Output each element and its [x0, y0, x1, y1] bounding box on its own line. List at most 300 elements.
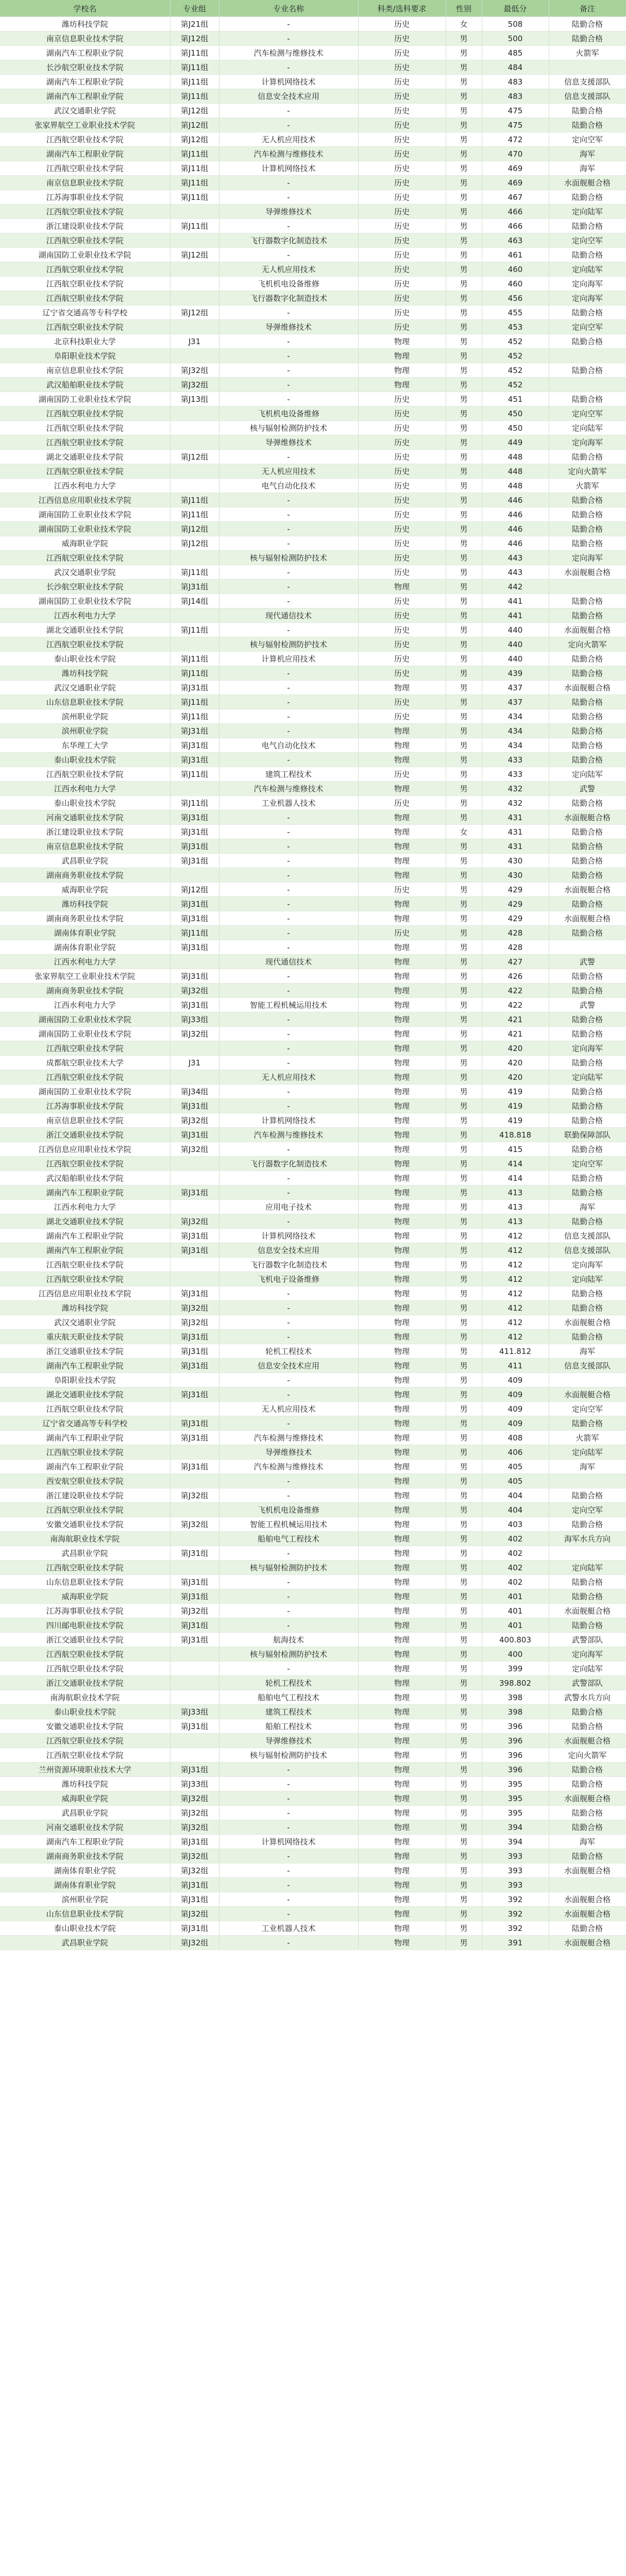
cell-major: 飞行器数字化制造技术	[219, 291, 358, 306]
cell-note: 定向陆军	[549, 1445, 626, 1460]
cell-major: 导弹维修技术	[219, 1734, 358, 1748]
cell-major: 导弹维修技术	[219, 1445, 358, 1460]
cell-major: -	[219, 1099, 358, 1113]
cell-group: 第J31组	[170, 911, 219, 926]
cell-school: 江西信息应用职业技术学院	[0, 1142, 170, 1157]
cell-note: 陆勤合格	[549, 118, 626, 132]
cell-gender: 男	[446, 1359, 482, 1373]
table-row	[0, 1315, 626, 1330]
cell-note: 信息支援部队	[549, 1229, 626, 1243]
cell-group: 第J12组	[170, 104, 219, 118]
cell-min-score: 429	[482, 911, 549, 926]
cell-subject: 历史	[358, 623, 446, 637]
cell-min-score: 442	[482, 580, 549, 594]
cell-subject: 历史	[358, 796, 446, 810]
table-row	[0, 1402, 626, 1416]
cell-group	[170, 1041, 219, 1056]
cell-subject: 物理	[358, 1791, 446, 1806]
table-row	[0, 565, 626, 580]
cell-group: 第J32组	[170, 984, 219, 998]
table-row	[0, 1214, 626, 1229]
cell-gender: 男	[446, 392, 482, 406]
cell-gender: 男	[446, 969, 482, 984]
cell-subject: 物理	[358, 1705, 446, 1719]
cell-group: J31	[170, 334, 219, 349]
cell-group	[170, 1532, 219, 1546]
cell-school: 江西航空职业技术学院	[0, 1258, 170, 1272]
cell-subject: 物理	[358, 1185, 446, 1200]
cell-gender: 男	[446, 1402, 482, 1416]
cell-school: 武汉交通职业学院	[0, 681, 170, 695]
cell-subject: 物理	[358, 1084, 446, 1099]
cell-gender: 男	[446, 681, 482, 695]
cell-school: 江西航空职业技术学院	[0, 205, 170, 219]
cell-major: 信息安全技术应用	[219, 89, 358, 104]
cell-note: 陆勤合格	[549, 854, 626, 868]
cell-major: -	[219, 594, 358, 608]
header-major: 专业名称	[219, 0, 358, 17]
cell-school: 张家界航空工业职业技术学院	[0, 969, 170, 984]
cell-major: -	[219, 1185, 358, 1200]
cell-major: -	[219, 854, 358, 868]
cell-major: -	[219, 507, 358, 522]
table-row	[0, 1748, 626, 1762]
cell-subject: 物理	[358, 349, 446, 363]
cell-group	[170, 868, 219, 883]
cell-major: 无人机应用技术	[219, 1070, 358, 1084]
cell-min-score: 434	[482, 709, 549, 724]
cell-school: 江西航空职业技术学院	[0, 1647, 170, 1662]
cell-gender: 男	[446, 1589, 482, 1604]
cell-subject: 历史	[358, 565, 446, 580]
cell-gender: 男	[446, 1561, 482, 1575]
cell-group	[170, 1503, 219, 1517]
table-body	[0, 17, 626, 1950]
cell-subject: 物理	[358, 378, 446, 392]
cell-major: -	[219, 17, 358, 31]
cell-note: 定向空军	[549, 132, 626, 147]
cell-note: 陆勤合格	[549, 1286, 626, 1301]
cell-major: 飞行器数字化制造技术	[219, 1258, 358, 1272]
cell-note: 陆勤合格	[549, 1012, 626, 1027]
cell-school: 浙江交通职业技术学院	[0, 1128, 170, 1142]
cell-note: 信息支援部队	[549, 1243, 626, 1258]
table-row	[0, 1604, 626, 1618]
cell-note: 联勤保障部队	[549, 1128, 626, 1142]
cell-min-score: 405	[482, 1474, 549, 1488]
cell-note: 陆勤合格	[549, 738, 626, 753]
cell-note: 陆勤合格	[549, 219, 626, 233]
cell-subject: 物理	[358, 1820, 446, 1835]
table-row	[0, 132, 626, 147]
cell-note: 海军水兵方向	[549, 1532, 626, 1546]
cell-school: 湖南体育职业学院	[0, 940, 170, 955]
cell-school: 武昌职业学院	[0, 854, 170, 868]
cell-gender: 女	[446, 17, 482, 31]
cell-subject: 物理	[358, 1200, 446, 1214]
cell-subject: 历史	[358, 17, 446, 31]
cell-min-score: 396	[482, 1748, 549, 1762]
table-row	[0, 104, 626, 118]
table-row	[0, 1416, 626, 1431]
cell-school: 阜阳职业技术学院	[0, 1373, 170, 1387]
cell-subject: 物理	[358, 1402, 446, 1416]
cell-school: 湖南国防工业职业技术学院	[0, 1027, 170, 1041]
cell-school: 浙江交通职业技术学院	[0, 1344, 170, 1359]
cell-major: -	[219, 1863, 358, 1878]
cell-subject: 物理	[358, 580, 446, 594]
cell-major: 无人机应用技术	[219, 464, 358, 479]
cell-school: 重庆航天职业技术学院	[0, 1330, 170, 1344]
cell-school: 山东信息职业技术学院	[0, 695, 170, 709]
cell-subject: 历史	[358, 551, 446, 565]
table-row	[0, 435, 626, 450]
cell-school: 辽宁省交通高等专科学校	[0, 306, 170, 320]
cell-subject: 物理	[358, 911, 446, 926]
cell-min-score: 412	[482, 1243, 549, 1258]
cell-min-score: 484	[482, 60, 549, 75]
cell-subject: 物理	[358, 1892, 446, 1907]
cell-gender: 男	[446, 580, 482, 594]
cell-note: 陆勤合格	[549, 897, 626, 911]
cell-min-score: 395	[482, 1791, 549, 1806]
cell-school: 江西航空职业技术学院	[0, 233, 170, 248]
cell-school: 长沙航空职业技术学院	[0, 60, 170, 75]
cell-note: 陆勤合格	[549, 825, 626, 839]
cell-school: 江西航空职业技术学院	[0, 464, 170, 479]
cell-group: 第J31组	[170, 1618, 219, 1633]
table-row	[0, 31, 626, 46]
cell-gender: 男	[446, 464, 482, 479]
cell-note: 陆勤合格	[549, 507, 626, 522]
cell-gender: 男	[446, 1503, 482, 1517]
cell-gender: 男	[446, 1791, 482, 1806]
table-row	[0, 637, 626, 652]
cell-subject: 物理	[358, 1488, 446, 1503]
cell-school: 湖南汽车工程职业学院	[0, 46, 170, 60]
cell-subject: 物理	[358, 1243, 446, 1258]
cell-major: -	[219, 349, 358, 363]
cell-group	[170, 1647, 219, 1662]
cell-note: 水面舰艇合格	[549, 623, 626, 637]
table-row	[0, 1546, 626, 1561]
cell-note: 陆勤合格	[549, 1921, 626, 1936]
cell-group: 第J31组	[170, 1633, 219, 1647]
cell-min-score: 396	[482, 1762, 549, 1777]
cell-gender: 男	[446, 233, 482, 248]
cell-group: 第J11组	[170, 161, 219, 176]
cell-gender: 男	[446, 1705, 482, 1719]
cell-school: 江西航空职业技术学院	[0, 161, 170, 176]
cell-min-score: 452	[482, 363, 549, 378]
cell-group	[170, 1402, 219, 1416]
table-row	[0, 17, 626, 31]
cell-min-score: 422	[482, 984, 549, 998]
cell-gender: 男	[446, 334, 482, 349]
table-row	[0, 825, 626, 839]
cell-subject: 物理	[358, 1517, 446, 1532]
cell-group: 第J31组	[170, 1460, 219, 1474]
cell-min-score: 420	[482, 1041, 549, 1056]
cell-major: -	[219, 666, 358, 681]
cell-note: 定向海军	[549, 291, 626, 306]
cell-min-score: 391	[482, 1936, 549, 1950]
cell-min-score: 446	[482, 536, 549, 551]
cell-major: 导弹维修技术	[219, 320, 358, 334]
table-row	[0, 306, 626, 320]
cell-group: 第J32组	[170, 363, 219, 378]
cell-gender: 男	[446, 1272, 482, 1286]
table-row	[0, 1142, 626, 1157]
cell-gender: 男	[446, 132, 482, 147]
cell-major: 飞机机电设备维修	[219, 277, 358, 291]
cell-school: 武汉船舶职业技术学院	[0, 1171, 170, 1185]
cell-subject: 历史	[358, 277, 446, 291]
cell-note: 定向海军	[549, 277, 626, 291]
cell-note: 陆勤合格	[549, 796, 626, 810]
cell-min-score: 472	[482, 132, 549, 147]
cell-gender: 男	[446, 1099, 482, 1113]
cell-major: -	[219, 883, 358, 897]
cell-subject: 历史	[358, 536, 446, 551]
cell-min-score: 418.818	[482, 1128, 549, 1142]
cell-subject: 物理	[358, 363, 446, 378]
cell-subject: 物理	[358, 724, 446, 738]
table-row	[0, 1863, 626, 1878]
cell-min-score: 413	[482, 1214, 549, 1229]
cell-note	[549, 1878, 626, 1892]
cell-group	[170, 349, 219, 363]
cell-min-score: 433	[482, 767, 549, 782]
table-row	[0, 334, 626, 349]
cell-note: 陆勤合格	[549, 1416, 626, 1431]
table-row	[0, 176, 626, 190]
cell-major: 汽车检测与维修技术	[219, 1460, 358, 1474]
cell-note: 陆勤合格	[549, 1027, 626, 1041]
cell-school: 南京信息职业技术学院	[0, 1113, 170, 1128]
cell-gender: 男	[446, 854, 482, 868]
cell-note: 定向空军	[549, 1402, 626, 1416]
table-row	[0, 291, 626, 306]
cell-group: 第J31组	[170, 1387, 219, 1402]
cell-group: 第J31组	[170, 1416, 219, 1431]
table-row	[0, 1012, 626, 1027]
cell-min-score: 483	[482, 89, 549, 104]
cell-subject: 历史	[358, 522, 446, 536]
cell-subject: 历史	[358, 435, 446, 450]
table-row	[0, 594, 626, 608]
cell-gender: 男	[446, 1863, 482, 1878]
cell-gender: 男	[446, 378, 482, 392]
cell-note: 定向海军	[549, 1258, 626, 1272]
cell-group: 第J32组	[170, 1806, 219, 1820]
cell-subject: 物理	[358, 1878, 446, 1892]
cell-note	[549, 1373, 626, 1387]
cell-group: 第J11组	[170, 565, 219, 580]
cell-note: 水面舰艇合格	[549, 1315, 626, 1330]
cell-school: 武汉交通职业学院	[0, 104, 170, 118]
table-row	[0, 60, 626, 75]
cell-school: 浙江建设职业技术学院	[0, 1488, 170, 1503]
cell-gender: 男	[446, 1835, 482, 1849]
table-row	[0, 536, 626, 551]
cell-gender: 男	[446, 1849, 482, 1863]
cell-min-score: 446	[482, 493, 549, 507]
cell-gender: 男	[446, 60, 482, 75]
cell-group: 第J11组	[170, 767, 219, 782]
cell-major: -	[219, 969, 358, 984]
cell-note: 海军	[549, 1835, 626, 1849]
cell-min-score: 440	[482, 637, 549, 652]
cell-min-score: 467	[482, 190, 549, 205]
cell-group: 第J14组	[170, 594, 219, 608]
cell-gender: 男	[446, 652, 482, 666]
cell-min-score: 412	[482, 1315, 549, 1330]
cell-school: 成都航空职业技术大学	[0, 1056, 170, 1070]
table-row	[0, 320, 626, 334]
cell-school: 泰山职业技术学院	[0, 1705, 170, 1719]
cell-gender: 男	[446, 998, 482, 1012]
table-row	[0, 1517, 626, 1532]
cell-gender: 男	[446, 1258, 482, 1272]
cell-major: -	[219, 31, 358, 46]
cell-subject: 物理	[358, 1286, 446, 1301]
cell-school: 浙江建设职业技术学院	[0, 219, 170, 233]
cell-group: 第J11组	[170, 652, 219, 666]
cell-min-score: 451	[482, 392, 549, 406]
cell-subject: 历史	[358, 709, 446, 724]
cell-school: 兰州资源环境职业技术大学	[0, 1762, 170, 1777]
cell-group: 第J31组	[170, 1546, 219, 1561]
cell-major: 飞机机电设备维修	[219, 1503, 358, 1517]
table-row	[0, 738, 626, 753]
cell-gender: 男	[446, 1027, 482, 1041]
cell-min-score: 446	[482, 507, 549, 522]
cell-gender: 男	[446, 608, 482, 623]
cell-note: 陆勤合格	[549, 1820, 626, 1835]
cell-gender: 男	[446, 1777, 482, 1791]
cell-subject: 历史	[358, 75, 446, 89]
cell-major: 飞行器数字化制造技术	[219, 1157, 358, 1171]
cell-major: -	[219, 522, 358, 536]
cell-min-score: 398	[482, 1705, 549, 1719]
cell-major: -	[219, 1892, 358, 1907]
cell-subject: 物理	[358, 1373, 446, 1387]
cell-group: 第J11组	[170, 493, 219, 507]
cell-school: 湖北交通职业技术学院	[0, 623, 170, 637]
table-row	[0, 507, 626, 522]
cell-group: 第J31组	[170, 1431, 219, 1445]
cell-group	[170, 291, 219, 306]
cell-gender: 男	[446, 1214, 482, 1229]
cell-major: -	[219, 1474, 358, 1488]
table-row	[0, 1431, 626, 1445]
cell-school: 江西水利电力大学	[0, 955, 170, 969]
cell-group: 第J11组	[170, 219, 219, 233]
cell-gender: 男	[446, 1748, 482, 1762]
cell-gender: 男	[446, 753, 482, 767]
cell-note	[549, 349, 626, 363]
cell-min-score: 432	[482, 796, 549, 810]
cell-major: -	[219, 623, 358, 637]
cell-group: 第J31组	[170, 1589, 219, 1604]
cell-gender: 男	[446, 738, 482, 753]
cell-school: 湖南体育职业学院	[0, 1878, 170, 1892]
cell-gender: 男	[446, 868, 482, 883]
cell-subject: 历史	[358, 320, 446, 334]
cell-group	[170, 1171, 219, 1185]
cell-school: 武汉交通职业学院	[0, 565, 170, 580]
cell-group	[170, 1445, 219, 1460]
cell-group: 第J12组	[170, 883, 219, 897]
cell-major: 飞机机电设备维修	[219, 406, 358, 421]
cell-major: 无人机应用技术	[219, 262, 358, 277]
cell-school: 江西航空职业技术学院	[0, 421, 170, 435]
cell-note: 定向陆军	[549, 1272, 626, 1286]
cell-subject: 物理	[358, 1719, 446, 1734]
cell-group: 第J11组	[170, 623, 219, 637]
table-row	[0, 89, 626, 104]
cell-subject: 物理	[358, 955, 446, 969]
cell-major: 计算机网络技术	[219, 75, 358, 89]
table-row	[0, 450, 626, 464]
cell-major: 计算机网络技术	[219, 1835, 358, 1849]
cell-subject: 物理	[358, 1734, 446, 1748]
cell-major: -	[219, 378, 358, 392]
cell-min-score: 396	[482, 1719, 549, 1734]
cell-school: 江西航空职业技术学院	[0, 1041, 170, 1056]
cell-subject: 历史	[358, 493, 446, 507]
cell-school: 湖北交通职业技术学院	[0, 450, 170, 464]
cell-gender: 男	[446, 666, 482, 681]
cell-subject: 历史	[358, 767, 446, 782]
cell-gender: 男	[446, 1604, 482, 1618]
cell-min-score: 412	[482, 1258, 549, 1272]
cell-major: -	[219, 176, 358, 190]
cell-gender: 男	[446, 1012, 482, 1027]
cell-min-score: 437	[482, 695, 549, 709]
cell-min-score: 395	[482, 1806, 549, 1820]
cell-subject: 历史	[358, 176, 446, 190]
cell-note	[549, 1474, 626, 1488]
table-row	[0, 724, 626, 738]
cell-school: 威海职业学院	[0, 536, 170, 551]
cell-subject: 物理	[358, 1214, 446, 1229]
cell-note: 陆勤合格	[549, 1142, 626, 1157]
cell-group: 第J11组	[170, 695, 219, 709]
cell-gender: 男	[446, 940, 482, 955]
cell-subject: 物理	[358, 782, 446, 796]
cell-group: 第J13组	[170, 392, 219, 406]
cell-major: -	[219, 1936, 358, 1950]
cell-min-score: 419	[482, 1084, 549, 1099]
cell-gender: 男	[446, 1070, 482, 1084]
cell-group: 第J12组	[170, 132, 219, 147]
cell-min-score: 470	[482, 147, 549, 161]
cell-min-score: 395	[482, 1777, 549, 1791]
cell-group: 第J31组	[170, 1762, 219, 1777]
cell-group	[170, 421, 219, 435]
cell-group: 第J32组	[170, 1315, 219, 1330]
cell-subject: 历史	[358, 31, 446, 46]
cell-gender: 男	[446, 1546, 482, 1561]
cell-school: 湖南国防工业职业技术学院	[0, 594, 170, 608]
cell-gender: 男	[446, 406, 482, 421]
cell-major: 电气自动化技术	[219, 479, 358, 493]
cell-subject: 物理	[358, 1344, 446, 1359]
cell-major: 计算机网络技术	[219, 161, 358, 176]
table-row	[0, 810, 626, 825]
